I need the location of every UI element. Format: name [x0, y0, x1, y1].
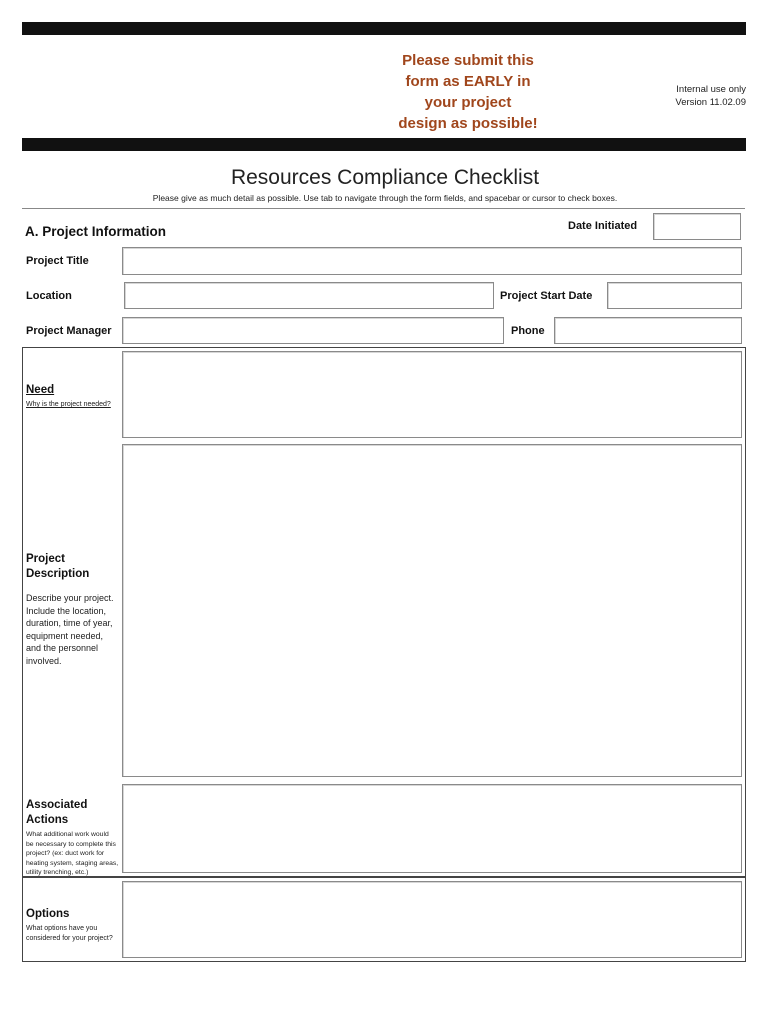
- project-manager-input[interactable]: [122, 317, 504, 344]
- help-line: project? (ex: duct work for: [26, 850, 105, 857]
- help-line: equipment needed,: [26, 630, 104, 641]
- project-start-date-input[interactable]: [607, 282, 742, 309]
- associated-actions-title-2: Actions: [26, 814, 69, 826]
- options-textarea[interactable]: [122, 881, 742, 958]
- project-start-date-label: Project Start Date: [500, 290, 593, 302]
- version-label: Version 11.02.09: [675, 97, 746, 108]
- project-description-textarea[interactable]: [122, 444, 742, 777]
- need-subtitle: Why is the project needed?: [26, 401, 111, 408]
- project-title-label: Project Title: [26, 255, 89, 267]
- date-initiated-input[interactable]: [653, 213, 741, 240]
- options-title: Options: [26, 908, 70, 920]
- form-instructions: Please give as much detail as possible. Use tab to navigate through the form fields, and spacebar or cursor to check boxes.: [152, 193, 618, 203]
- help-line: What additional work would: [26, 831, 109, 838]
- help-line: and the personnel: [26, 643, 99, 653]
- options-sidebar: [26, 907, 121, 943]
- help-line: What options have you: [26, 925, 98, 932]
- notice-line: design as possible!: [398, 115, 538, 132]
- help-line: utility trenching, etc.): [26, 869, 89, 876]
- submit-early-notice: [380, 50, 556, 134]
- project-description-title-1: Project: [26, 553, 65, 565]
- project-manager-label: Project Manager: [26, 325, 112, 337]
- internal-use-label: Internal use only: [676, 84, 746, 95]
- help-line: be necessary to complete this: [26, 840, 116, 848]
- need-textarea[interactable]: [122, 351, 742, 438]
- header-top-bar: [22, 22, 746, 35]
- help-line: duration, time of year,: [26, 618, 113, 628]
- need-title: Need: [26, 384, 55, 396]
- associated-actions-sidebar: [26, 798, 122, 878]
- associated-actions-title-1: Associated: [26, 799, 88, 811]
- page-title: Resources Compliance Checklist: [230, 166, 540, 189]
- title-divider: [22, 208, 745, 209]
- location-label: Location: [26, 290, 72, 302]
- associated-actions-textarea[interactable]: [122, 784, 742, 873]
- project-title-input[interactable]: [122, 247, 742, 275]
- phone-input[interactable]: [554, 317, 742, 344]
- project-description-sidebar: [26, 552, 121, 667]
- notice-line: Please submit this: [402, 52, 534, 69]
- date-initiated-label: Date Initiated: [568, 220, 638, 232]
- notice-line: your project: [424, 94, 512, 111]
- need-sidebar: [26, 383, 121, 410]
- help-line: Describe your project.: [26, 593, 114, 603]
- help-line: considered for your project?: [26, 934, 113, 942]
- phone-label: Phone: [511, 325, 545, 337]
- notice-line: form as EARLY in: [405, 73, 531, 90]
- location-input[interactable]: [124, 282, 494, 309]
- help-line: heating system, staging areas,: [26, 859, 119, 867]
- header-bottom-bar: [22, 138, 746, 151]
- help-line: involved.: [26, 655, 62, 666]
- project-description-title-2: Description: [26, 568, 90, 580]
- section-a-title: A. Project Information: [25, 224, 167, 239]
- help-line: Include the location,: [26, 605, 107, 616]
- options-help: [26, 924, 121, 943]
- associated-actions-help: [26, 830, 122, 878]
- project-description-help: [26, 592, 121, 667]
- internal-use-box: [640, 83, 746, 109]
